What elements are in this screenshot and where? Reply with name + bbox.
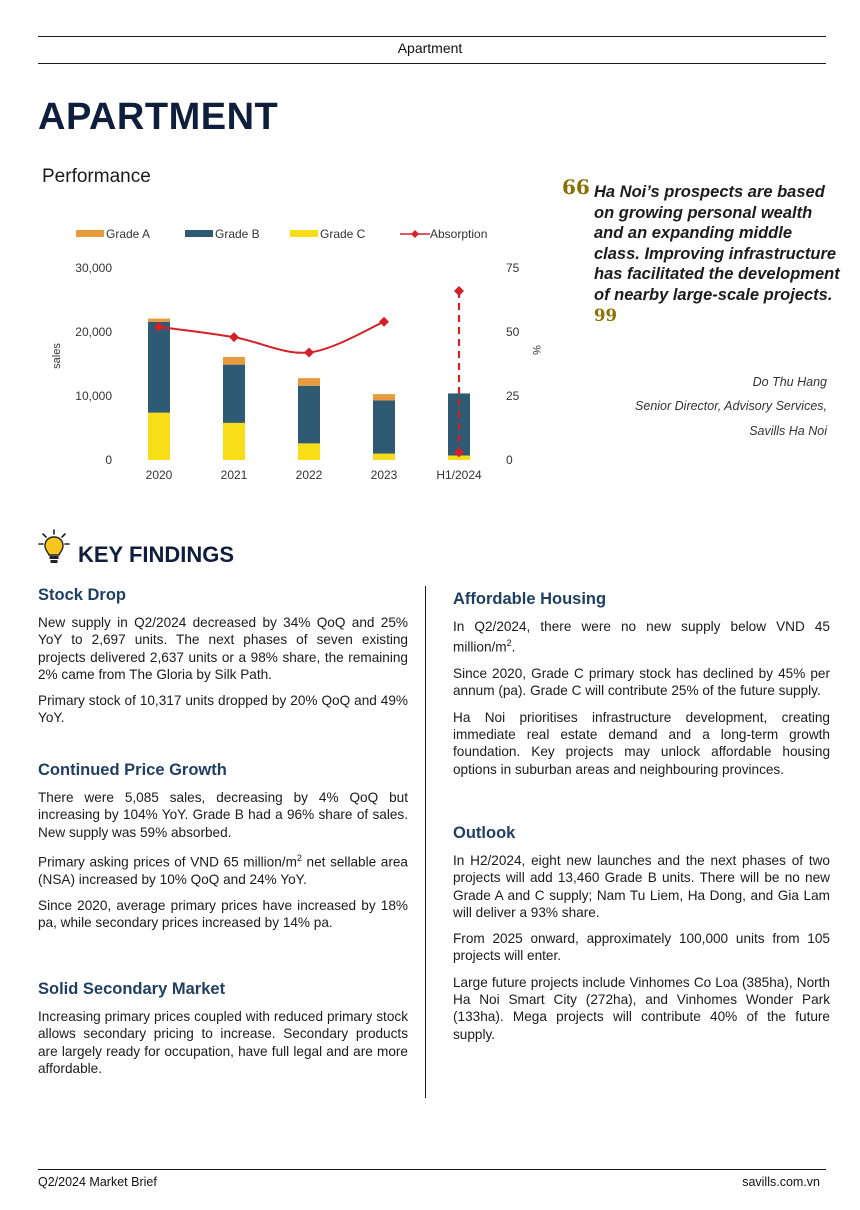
price-growth-p2-sup: 2: [296, 852, 302, 863]
legend-label-grade-c: Grade C: [320, 227, 366, 241]
quote-org: Savills Ha Noi: [749, 424, 827, 438]
section-stock-drop: [38, 586, 408, 727]
x-tick-label: 2022: [295, 468, 323, 482]
bar-grade-a-2023: [373, 394, 395, 400]
column-divider: [425, 586, 426, 1098]
lightbulb-icon: [38, 528, 70, 568]
y-tick-label: 0: [105, 453, 112, 467]
bar-grade-a-2020: [148, 319, 170, 322]
price-growth-p2-rest: net sellable area (NSA) increased by 10% QoQ and 24% YoY.: [38, 854, 408, 887]
legend-swatch-grade-c: [290, 230, 318, 237]
quote-body: Ha Noi’s prospects are based on growing personal wealth and an expanding middle class. Improving infrastructure has facilitated the development of nearby large-scale projects.: [594, 183, 840, 304]
absorption-point: [454, 286, 464, 296]
chart-legend: [76, 227, 487, 241]
page-title: APARTMENT: [38, 96, 279, 138]
chart-x-ticks: [146, 468, 482, 482]
y-tick-label: 20,000: [75, 325, 112, 339]
affordable-housing-paragraph-2: Since 2020, Grade C primary stock has declined by 45% per annum (pa). Grade C will contribute 25% of the future supply.: [453, 666, 830, 699]
stock-drop-paragraph-1: New supply in Q2/2024 decreased by 34% QoQ and 25% YoY to 2,697 units. The next phases of seven existing projects delivered 2,637 units or a 98% share, the remaining 2% came from The Gloria by Silk Path.: [38, 615, 408, 682]
price-growth-paragraph-1: There were 5,085 sales, decreasing by 4% QoQ but increasing by 104% YoY. Grade B had a 96% share of sales. New supply was 59% absorbed.: [38, 790, 408, 840]
bar-grade-b-2023: [373, 400, 395, 453]
price-growth-heading: Continued Price Growth: [38, 761, 227, 779]
bar-grade-c-2022: [298, 443, 320, 460]
absorption-point: [379, 317, 389, 327]
y-tick-label: 30,000: [75, 261, 112, 275]
affordable-housing-paragraph-1: [453, 618, 830, 656]
section-secondary-market: [38, 980, 408, 1077]
y-tick-label: 10,000: [75, 389, 112, 403]
bar-grade-c-2023: [373, 454, 395, 460]
price-growth-p2-text: Primary asking prices of VND 65 million/m: [38, 854, 297, 870]
key-findings-title: KEY FINDINGS: [78, 542, 235, 567]
outlook-paragraph-2: From 2025 onward, approximately 100,000 units from 105 projects will enter.: [453, 931, 830, 964]
chart-y-axis-label: sales: [51, 343, 63, 369]
performance-chart: [40, 220, 542, 490]
y2-tick-label: 75: [506, 261, 520, 275]
y2-tick-label: 25: [506, 389, 520, 403]
footer-website: savills.com.vn: [742, 1175, 820, 1189]
legend-label-absorption: Absorption: [430, 227, 488, 241]
footer-rule: [38, 1169, 826, 1170]
bar-grade-b-2022: [298, 386, 320, 444]
price-growth-paragraph-2: [38, 850, 408, 888]
header-bottom-rule: [38, 63, 826, 64]
absorption-line-path: [159, 322, 384, 353]
y2-tick-label: 0: [506, 453, 513, 467]
section-outlook: [453, 824, 830, 1043]
quote-author: Do Thu Hang: [752, 375, 827, 389]
quote-role: Senior Director, Advisory Services,: [635, 399, 827, 413]
bar-grade-c-2020: [148, 413, 170, 460]
legend-swatch-absorption-marker: [411, 230, 419, 238]
bar-grade-a-2021: [223, 357, 245, 365]
absorption-point: [229, 332, 239, 342]
affordable-p1-sup: 2: [506, 638, 512, 649]
legend-label-grade-b: Grade B: [215, 227, 260, 241]
x-tick-label: 2021: [220, 468, 248, 482]
footer-brief-label: Q2/2024 Market Brief: [38, 1175, 157, 1189]
chart-y2-axis-label: %: [530, 345, 542, 355]
stock-drop-paragraph-2: Primary stock of 10,317 units dropped by 20% QoQ and 49% YoY.: [38, 693, 408, 726]
affordable-p1-rest: .: [511, 639, 516, 655]
legend-swatch-grade-a: [76, 230, 104, 237]
legend-swatch-grade-b: [185, 230, 213, 237]
header-title: Apartment: [397, 40, 463, 56]
y2-tick-label: 50: [506, 325, 520, 339]
x-tick-label: 2020: [145, 468, 173, 482]
performance-title: Performance: [42, 166, 151, 187]
quote-close-mark: 99: [594, 305, 617, 325]
quote-open-mark: 66: [562, 175, 590, 199]
section-affordable-housing: [453, 590, 830, 778]
secondary-market-paragraph-1: Increasing primary prices coupled with reduced primary stock allows secondary pricing to increase. Secondary products are largely ready for occupation, have full legal and are more affordable.: [38, 1009, 408, 1076]
x-tick-label: 2023: [370, 468, 398, 482]
bar-grade-b-2021: [223, 365, 245, 423]
affordable-p1-text: In Q2/2024, there were no new supply below VND 45 million/m: [453, 619, 830, 655]
bar-grade-b-2020: [148, 322, 170, 413]
x-tick-label: H1/2024: [436, 468, 482, 482]
outlook-heading: Outlook: [453, 824, 516, 842]
affordable-housing-heading: Affordable Housing: [453, 590, 607, 608]
affordable-housing-paragraph-3: Ha Noi prioritises infrastructure development, creating immediate real estate demand and a long-term growth foundation. Key projects may unlock affordable housing options in suburban areas and neighbouring provinces.: [453, 709, 830, 777]
chart-y-ticks: [75, 261, 112, 467]
bar-grade-c-2021: [223, 423, 245, 460]
chart-bars: [148, 319, 470, 460]
section-price-growth: [38, 761, 408, 932]
absorption-point: [304, 347, 314, 357]
header-top-rule: [38, 36, 826, 37]
outlook-paragraph-1: In H2/2024, eight new launches and the next phases of two projects will add 13,460 Grade B units. There will be no new Grade A and C supply; Nam Tu Liem, Ha Dong, and Gia Lam will deliver a 93% share.: [453, 853, 830, 920]
bar-grade-a-2022: [298, 378, 320, 386]
chart-y2-ticks: [506, 261, 520, 467]
legend-label-grade-a: Grade A: [106, 227, 151, 241]
stock-drop-heading: Stock Drop: [38, 586, 127, 604]
price-growth-paragraph-3: Since 2020, average primary prices have increased by 18% pa, while secondary prices increased by 14% pa.: [38, 898, 408, 931]
quote-text: [594, 182, 840, 326]
secondary-market-heading: Solid Secondary Market: [38, 980, 226, 998]
outlook-paragraph-3: Large future projects include Vinhomes Co Loa (385ha), North Ha Noi Smart City (272ha), and Vinhomes Wonder Park (133ha). Mega projects will contribute 40% of the future supply.: [453, 974, 830, 1042]
